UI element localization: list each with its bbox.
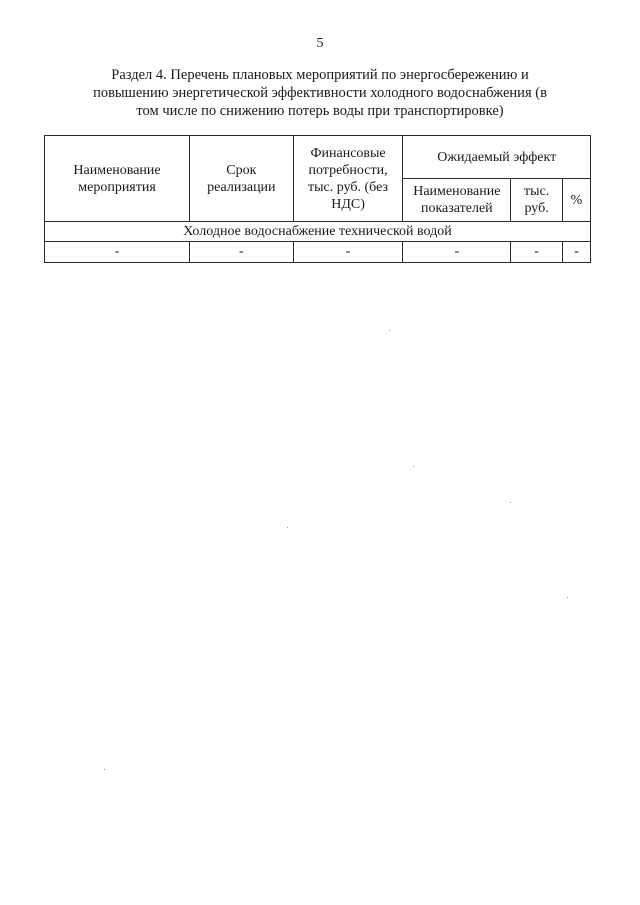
header-thousand-rub: тыс. руб. — [511, 179, 563, 222]
cell-indicators: - — [403, 242, 511, 263]
cell-term: - — [190, 242, 294, 263]
measures-table — [44, 135, 591, 263]
cell-measure-name: - — [45, 242, 190, 263]
section-title-line-1: Раздел 4. Перечень плановых мероприятий по энергосбережению и — [111, 67, 529, 83]
header-measure-name: Наименование мероприятия — [45, 136, 190, 222]
section-title — [60, 66, 580, 120]
table-section-row — [45, 222, 591, 242]
section-title-line-2: повышению энергетической эффективности холодного водоснабжения (в — [93, 85, 547, 101]
section-title-line-3: том числе по снижению потерь воды при транспортировке) — [136, 103, 504, 119]
section-label: Холодное водоснабжение технической водой — [45, 222, 591, 242]
header-finance: Финансовые потребности, тыс. руб. (без НДС) — [293, 136, 403, 222]
table-header-row — [45, 136, 591, 179]
page-number: 5 — [316, 36, 324, 51]
header-percent: % — [562, 179, 590, 222]
table-row — [45, 242, 591, 263]
cell-thousand-rub: - — [511, 242, 563, 263]
header-expected-effect: Ожидаемый эффект — [403, 136, 591, 179]
cell-percent: - — [562, 242, 590, 263]
header-term: Срок реализации — [190, 136, 294, 222]
cell-finance: - — [293, 242, 403, 263]
header-indicators: Наименование показателей — [403, 179, 511, 222]
